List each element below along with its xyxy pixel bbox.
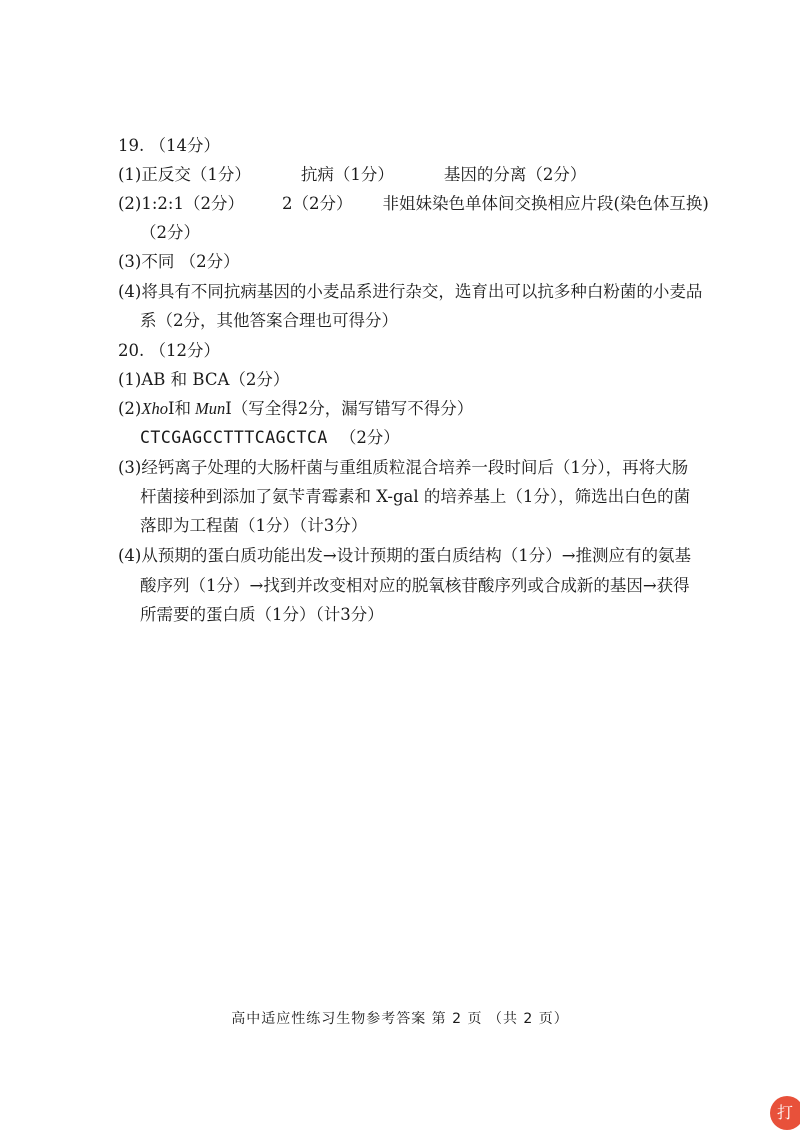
q19-part3: (3)不同 （2分） xyxy=(118,252,240,271)
q19-part2-answer-c: 非姐妹染色单体间交换相应片段(染色体互换) xyxy=(382,194,709,213)
q20-part4-line3: 所需要的蛋白质（1分）（计3分） xyxy=(140,605,384,624)
q20-part3-line1: (3)经钙离子处理的大肠杆菌与重组质粒混合培养一段时间后（1分），再将大肠 xyxy=(118,458,689,477)
q19-header: 19. （14分） xyxy=(118,136,220,155)
page-footer: 高中适应性练习生物参考答案 第 2 页 （共 2 页） xyxy=(231,1011,569,1027)
print-badge[interactable]: 打 xyxy=(770,1096,800,1130)
q20-part2-prefix: (2) xyxy=(118,399,142,418)
q20-part1: (1)AB 和 BCA（2分） xyxy=(118,370,290,389)
q20-part4-line2: 酸序列（1分）→找到并改变相对应的脱氧核苷酸序列或合成新的基因→获得 xyxy=(140,576,690,595)
q19-part4-line2: 系（2分，其他答案合理也可得分） xyxy=(140,311,398,330)
enzyme-xho-numeral: Ⅰ xyxy=(167,399,175,418)
enzyme-mun-numeral: Ⅰ xyxy=(225,399,232,418)
and-word: 和 xyxy=(174,399,191,418)
q19-part2 xyxy=(118,194,709,214)
q19-part1-answer-c: 基因的分离（2分） xyxy=(443,165,587,184)
enzyme-xho: Xho xyxy=(141,399,168,418)
q20-part4-line1: (4)从预期的蛋白质功能出发→设计预期的蛋白质结构（1分）→推测应有的氨基 xyxy=(118,546,692,565)
q19-part2-answer-b: 2（2分） xyxy=(281,194,353,213)
q20-header: 20. （12分） xyxy=(118,341,220,360)
q19-part4-line1: (4)将具有不同抗病基因的小麦品系进行杂交，选育出可以抗多种白粉菌的小麦品 xyxy=(118,282,703,301)
q20-part3-line2: 杆菌接种到添加了氨苄青霉素和 X-gal 的培养基上（1分），筛选出白色的菌 xyxy=(140,487,691,506)
q20-part3-line3: 落即为工程菌（1分）（计3分） xyxy=(140,516,368,535)
q19-part1-answer-b: 抗病（1分） xyxy=(300,165,394,184)
q19-part2-answer-a: (2)1:2:1（2分） xyxy=(118,194,244,213)
q20-part2-note: （写全得2分，漏写错写不得分） xyxy=(231,399,474,418)
dna-sequence: CTCGAGCCTTTCAGCTCA xyxy=(140,428,328,447)
q20-part2 xyxy=(118,399,473,419)
dna-sequence-score: （2分） xyxy=(339,428,400,447)
enzyme-mun: Mun xyxy=(195,399,226,418)
q19-part1-answer-a: (1)正反交（1分） xyxy=(118,165,251,184)
q19-part2-continuation: （2分） xyxy=(140,223,200,242)
q20-part2-sequence-line xyxy=(140,428,400,448)
q19-part1 xyxy=(118,165,586,185)
